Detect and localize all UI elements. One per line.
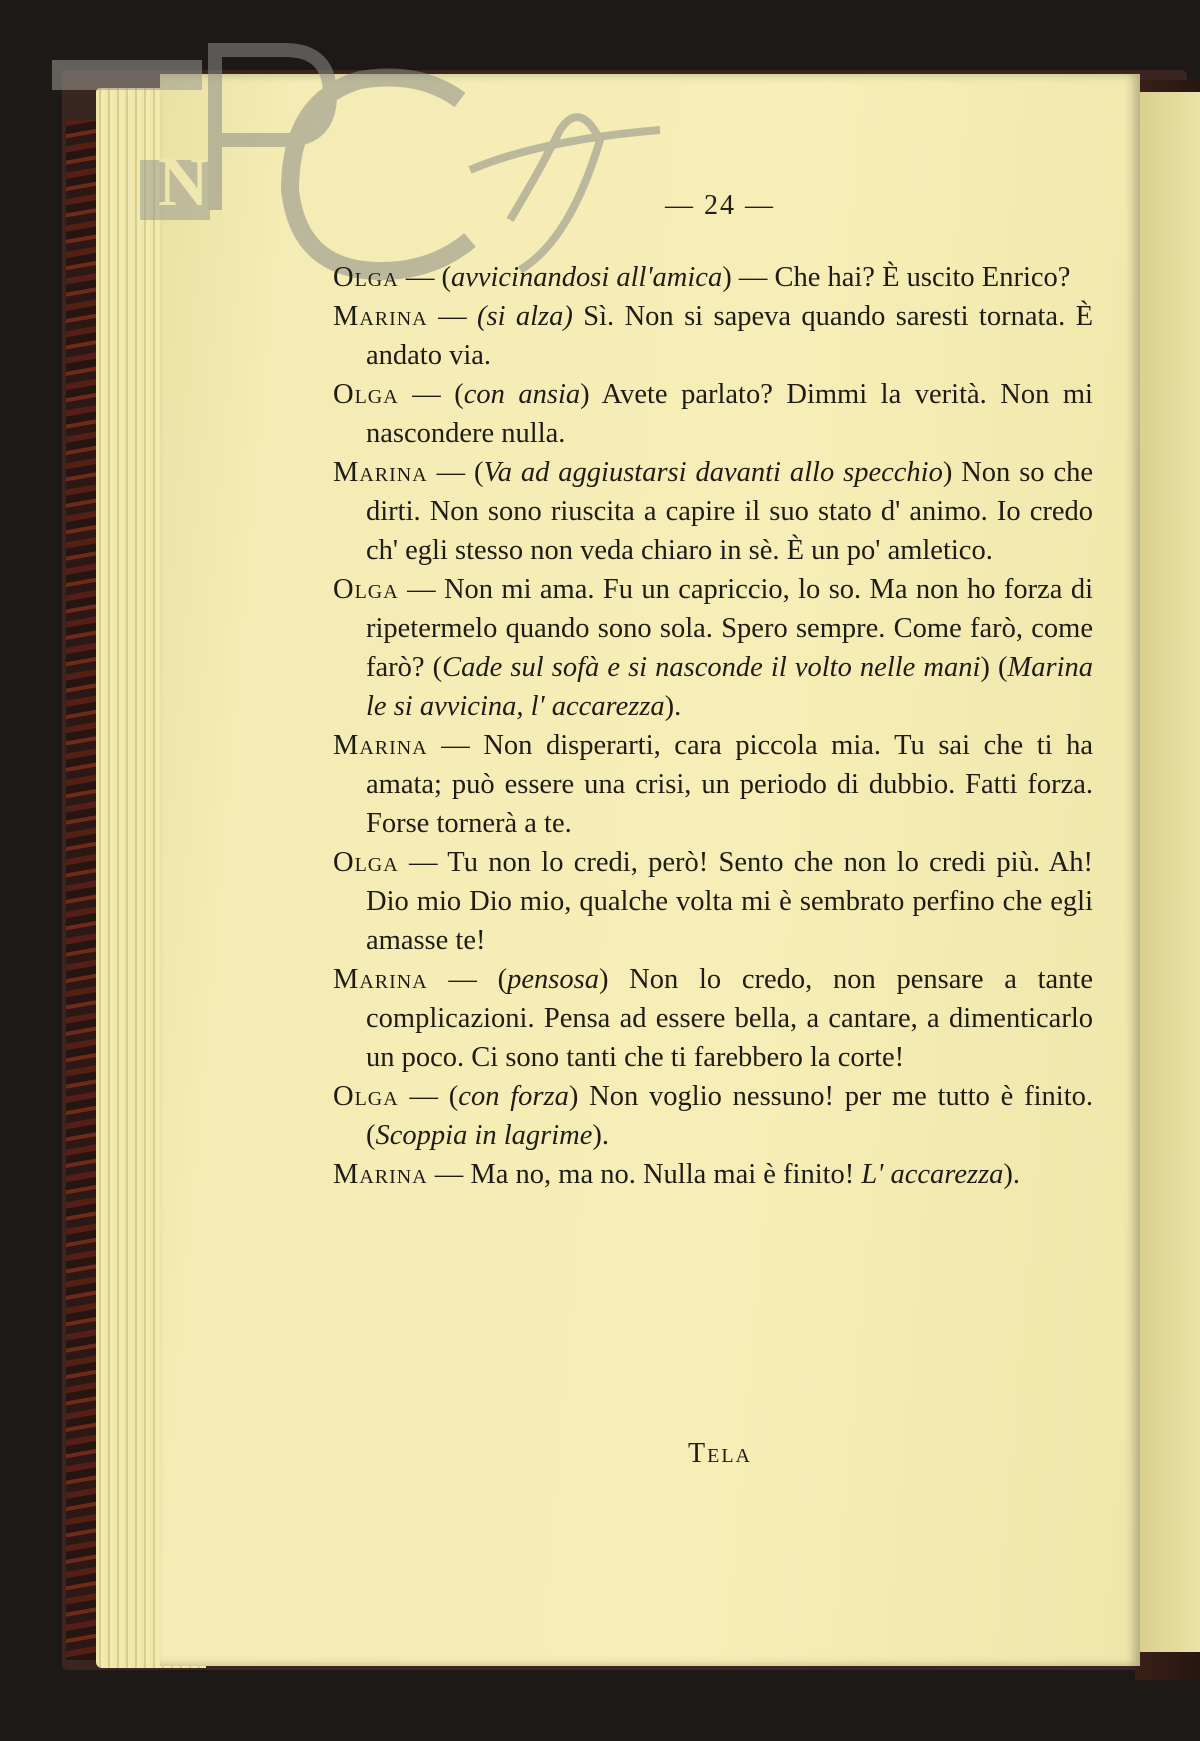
speaker-name: Marina [333, 730, 428, 761]
dialogue-line: ) Avete parlato? Dimmi la verità. Non mi nascondere nulla. [366, 379, 1093, 449]
dash: — ( [398, 262, 451, 293]
speech-marina-1 [333, 297, 1093, 375]
stage-direction: con ansia [463, 379, 581, 410]
dialogue-line: ) Non lo credo, non pensare a tante complicazioni. Pensa ad essere bella, a cantare, a dimenticarlo un poco. Ci sono tanti che ti farebbero la corte! [366, 964, 1093, 1073]
speaker-name: Marina [333, 301, 428, 332]
facing-page-edge [1138, 92, 1200, 1652]
speech-olga-2 [333, 375, 1093, 453]
stage-direction: pensosa [507, 964, 599, 995]
speech-marina-5 [333, 1155, 1093, 1194]
speaker-name: Olga [333, 262, 399, 293]
speech-marina-4 [333, 960, 1093, 1077]
speech-marina-2 [333, 453, 1093, 570]
dialogue-line: ). [592, 1120, 610, 1151]
dialogue-line: ). [1003, 1159, 1021, 1190]
dialogue-line: ) ( [980, 652, 1008, 683]
dash: — ( [398, 379, 464, 410]
dialogue-line: Tu non lo credi, però! Sento che non lo credi più. Ah! Dio mio Dio mio, qualche volta mi è sembrato perfino che egli amasse te! [366, 847, 1093, 956]
dialogue-line: Sì. Non si sapeva quando saresti tornata. È andato via. [366, 301, 1093, 371]
stage-direction: Cade sul sofà e si nasconde il volto nelle mani [442, 652, 981, 683]
dash: — [398, 847, 448, 878]
speech-marina-3 [333, 726, 1093, 843]
dash: — ( [427, 457, 484, 488]
speaker-name: Olga [333, 847, 399, 878]
speaker-name: Olga [333, 574, 399, 605]
dash: — ( [427, 964, 508, 995]
svg-text:N: N [158, 144, 209, 221]
stage-direction: avvicinandosi all'amica [450, 262, 723, 293]
page-number: — 24 — [665, 190, 775, 221]
speaker-name: Marina [333, 1159, 428, 1190]
speech-olga-1 [333, 258, 1093, 297]
dash: — ( [398, 1081, 459, 1112]
stage-direction: (si alza) [476, 301, 573, 332]
dialogue-line: ). [664, 691, 682, 722]
dialogue-line: ) Non voglio nessuno! per me tutto è finito. ( [366, 1081, 1094, 1151]
stage-direction: Va ad aggiustarsi davanti allo specchio [483, 457, 943, 488]
dash: — [427, 1159, 471, 1190]
speaker-name: Marina [333, 457, 428, 488]
speaker-name: Olga [333, 1081, 399, 1112]
speech-olga-4 [333, 843, 1093, 960]
speaker-name: Olga [333, 379, 399, 410]
speech-olga-5 [333, 1077, 1093, 1155]
stage-direction: Scoppia in lagrime [375, 1120, 593, 1151]
dialogue-line: ) — Che hai? È uscito Enrico? [722, 262, 1071, 293]
stage-direction: con forza [458, 1081, 569, 1112]
end-marker-tela: Tela [688, 1438, 752, 1469]
dash: — [398, 574, 444, 605]
stage-direction: L' accarezza [861, 1159, 1004, 1190]
speech-olga-3 [333, 570, 1093, 726]
stage-direction: Marina le si avvicina, l' accarezza [366, 652, 1093, 722]
dialogue-line: Ma no, ma no. Nulla mai è finito! [470, 1159, 862, 1190]
speaker-name: Marina [333, 964, 428, 995]
dialogue-text [333, 258, 1093, 1194]
dialogue-line: Non mi ama. Fu un capriccio, lo so. Ma non ho forza di ripetermelo quando sono sola. Spero sempre. Come farò, come farò? ( [366, 574, 1093, 683]
dash: — [427, 730, 484, 761]
dialogue-line: ) Non so che dirti. Non sono riuscita a capire il suo stato d' animo. Io credo ch' egli stesso non veda chiaro in sè. È un po' amletico. [366, 457, 1094, 566]
dialogue-line: Non disperarti, cara piccola mia. Tu sai che ti ha amata; può essere una crisi, un periodo di dubbio. Fatti forza. Forse tornerà a te. [366, 730, 1093, 839]
dash: — [427, 301, 477, 332]
